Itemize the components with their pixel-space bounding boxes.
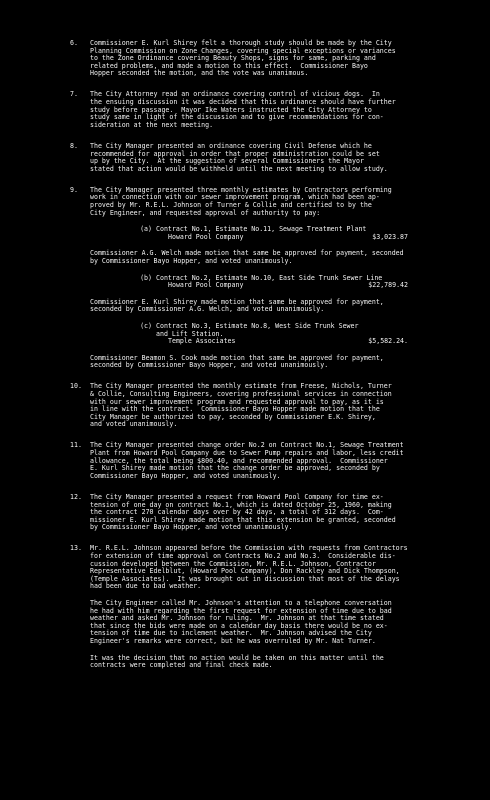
text-line: The City Manager presented the monthly estimate from Freese, Nichols, Turner — [90, 382, 392, 391]
text-line: by Commissioner Bayo Hopper, and voted unanimously. — [90, 523, 293, 532]
estimate-amount: $5,582.24. — [368, 337, 408, 346]
text-line: Commissioner A.G. Welch made motion that same be approved for payment, seconded — [90, 249, 404, 258]
item-number: 11. — [70, 441, 82, 450]
text-line: Plant from Howard Pool Company due to Sewer Pump repairs and labor, less credit — [90, 449, 404, 458]
text-line: The City Manager presented a request from Howard Pool Company for time ex- — [90, 492, 384, 501]
text-line: related problems, and made a motion to this effect. Commissioner Bayo — [90, 61, 368, 70]
text-line: by Commissioner Bayo Hopper, and voted unanimously. — [90, 256, 293, 265]
text-line: study before passage. Mayor Ike Waters instructed the City Attorney to — [90, 105, 372, 114]
text-line: allowance, the total being $800.40, and recommended approval. Commissioner — [90, 456, 388, 465]
text-line: weather and asked Mr. Johnson for ruling. Mr. Johnson at that time stated — [90, 614, 384, 623]
paragraph — [90, 655, 476, 670]
text-line: contracts were completed and final check made. — [90, 661, 273, 670]
text-line: seconded by Commissioner Bayo Hopper, and voted unanimously. — [90, 361, 329, 370]
text-line: The City Engineer called Mr. Johnson's attention to a telephone conversation — [90, 598, 392, 607]
minutes-item — [70, 382, 476, 429]
estimate-label: (a) — [140, 225, 152, 234]
text-line: that since the bids were made on a calendar day basis there would be no ex- — [90, 621, 388, 630]
text-line: Commissioner Beamon S. Cook made motion that same be approved for payment, — [90, 353, 384, 362]
text-line: City Engineer, and requested approval of authority to pay: — [90, 208, 321, 217]
estimate-amount: $3,023.87 — [372, 232, 408, 241]
minutes-item — [70, 185, 476, 370]
text-line: study same in light of the discussion and to give recommendations for con- — [90, 113, 384, 122]
text-line: sideration at the next meeting. — [90, 120, 214, 129]
estimate-description: and Lift Station. — [156, 329, 224, 338]
contractor-name: Howard Pool Company — [168, 232, 244, 241]
item-number: 8. — [70, 141, 78, 150]
text-line: The City Manager presented change order No.2 on Contract No.1, Sewage Treatment — [90, 441, 404, 450]
text-line: City Manager be authorized to pay, seconded by Commissioner E.K. Shirey, — [90, 412, 376, 421]
text-line: stated that action would be withheld until the next meeting to allow study. — [90, 164, 388, 173]
text-line: proved by Mr. R.E.L. Johnson of Turner & Collie and certified to by the — [90, 201, 372, 209]
paragraph — [90, 600, 476, 646]
text-line: Planning Commission on Zone Changes, covering special exceptions or variances — [90, 46, 396, 55]
text-line: Representative Edelblut, (Howard Pool Company), Don Rackley and Dick Thompson, — [90, 567, 400, 576]
minutes-item — [70, 441, 476, 480]
text-line: the contract 270 calendar days over by 42 days, a total of 312 days. Com- — [90, 508, 384, 517]
item-number: 9. — [70, 185, 78, 194]
estimate-entry — [90, 226, 476, 241]
text-line: The City Manager presented an ordinance covering Civil Defense which he — [90, 141, 372, 150]
text-line: The City Manager presented three monthly estimates by Contractors performing — [90, 185, 392, 194]
estimate-label: (b) — [140, 273, 152, 282]
text-line: to the Zone Ordinance covering Beauty Shops, signs for same, parking and — [90, 54, 376, 63]
text-line: cussion developed between the Commission, Mr. R.E.L. Johnson, Contractor — [90, 559, 376, 568]
text-line: It was the decision that no action would be taken on this matter until the — [90, 653, 384, 662]
text-line: tension of time due to inclement weather. Mr. Johnson advised the City — [90, 629, 372, 638]
text-line: recommended for approval in order that proper administration could be set — [90, 149, 380, 158]
item-number: 12. — [70, 492, 82, 501]
estimate-entry — [90, 323, 476, 346]
contractor-name: Temple Associates — [168, 337, 236, 346]
item-number: 10. — [70, 382, 82, 391]
minutes-item — [70, 90, 476, 129]
text-line: missioner E. Kurl Shirey made motion that this extension be granted, seconded — [90, 515, 396, 524]
minutes-item — [70, 141, 476, 173]
text-line: with our sewer improvement program and requested approval to pay, as it is — [90, 397, 384, 406]
minutes-item — [70, 544, 476, 670]
item-number: 13. — [70, 544, 82, 553]
text-line: for extension of time approval on Contracts No.2 and No.3. Considerable dis- — [90, 552, 396, 560]
text-line: Commissioner E. Kurl Shirey made motion that same be approved for payment, — [90, 297, 384, 306]
text-line: Commissioner E. Kurl Shirey felt a thorough study should be made by the City — [90, 39, 392, 47]
text-line: Mr. R.E.L. Johnson appeared before the Commission with requests from Contractors — [90, 544, 408, 553]
estimate-amount: $22,789.42 — [368, 281, 408, 290]
text-line: (Temple Associates). It was brought out in discussion that most of the delays — [90, 574, 400, 583]
text-line: and voted unanimously. — [90, 420, 178, 429]
estimate-description: Contract No.2, Estimate No.10, East Side Trunk Sewer Line — [156, 273, 383, 282]
text-line: work in connection with our sewer improvement program, which had been ap- — [90, 193, 380, 202]
text-line: had been due to bad weather. — [90, 582, 202, 591]
minutes-item — [70, 492, 476, 532]
text-line: seconded by Commissioner A.G. Welch, and voted unanimously. — [90, 305, 325, 314]
contractor-name: Howard Pool Company — [168, 281, 244, 290]
text-line: E. Kurl Shirey made motion that the change order be approved, seconded by — [90, 464, 380, 473]
estimate-description: Contract No.3, Estimate No.8, West Side Trunk Sewer — [156, 321, 359, 330]
text-line: he had with him regarding the first request for extension of time due to bad — [90, 606, 392, 615]
text-line: in line with the contract. Commissioner Bayo Hopper made motion that the — [90, 405, 380, 414]
text-line: the ensuing discussion it was decided that this ordinance should have further — [90, 98, 396, 107]
text-line: Engineer's remarks were correct, but he was overruled by Mr. Nat Turner. — [90, 636, 376, 645]
text-line: & Collie, Consulting Engineers, covering professional services in connection — [90, 390, 392, 398]
text-line: up by the City. At the suggestion of several Commissioners the Mayor — [90, 157, 364, 166]
text-line: Commissioner Bayo Hopper, and voted unanimously. — [90, 471, 281, 480]
minutes-item — [70, 39, 476, 78]
item-number: 6. — [70, 39, 78, 47]
text-line: Hopper seconded the motion, and the vote was unanimous. — [90, 69, 309, 78]
item-number: 7. — [70, 90, 78, 99]
estimate-description: Contract No.1, Estimate No.11, Sewage Treatment Plant — [156, 225, 367, 234]
estimate-label: (c) — [140, 321, 152, 330]
text-line: The City Attorney read an ordinance covering control of vicious dogs. In — [90, 90, 380, 99]
estimate-entry — [90, 275, 476, 290]
text-line: tension of one day on contract No.1, which is dated October 25, 1960, making — [90, 500, 392, 509]
